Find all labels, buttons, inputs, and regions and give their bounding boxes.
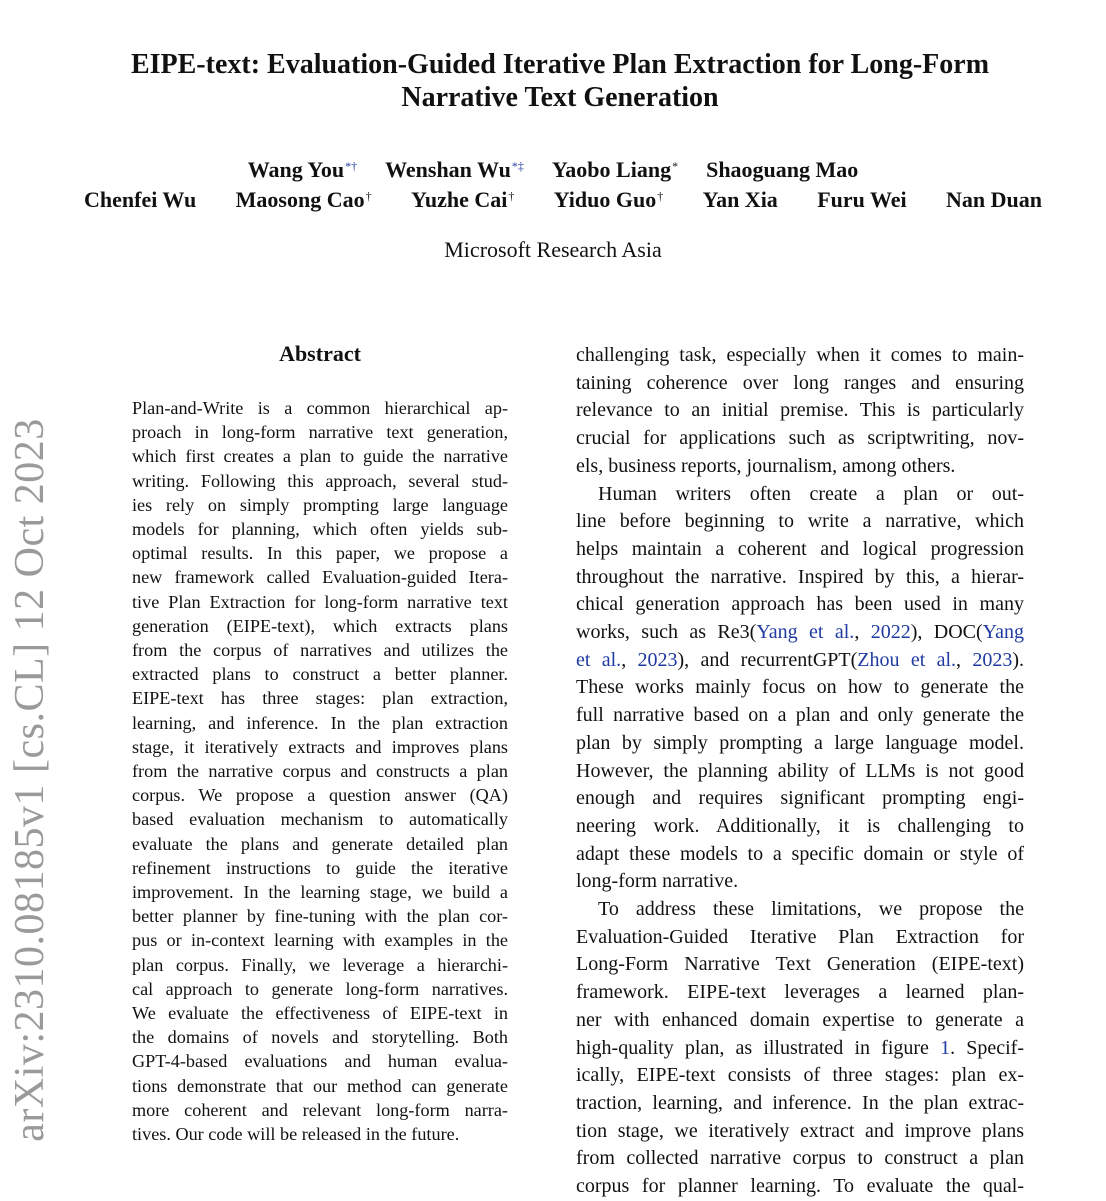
text-line: models for planning, which often yields sub- — [132, 519, 508, 540]
author-list-row-2 — [84, 186, 1042, 214]
citation-link[interactable]: Yang et al. — [756, 621, 855, 644]
abstract-heading: Abstract — [279, 341, 361, 366]
text-line: based evaluation mechanism to automatically — [132, 809, 508, 830]
text-line: optimal results. In this paper, we propose a — [132, 543, 508, 564]
citation-year-link[interactable]: 2023 — [972, 648, 1013, 671]
intro-paragraph-3 — [576, 896, 1024, 1201]
text-line: extracted plans to construct a better planner. — [132, 664, 508, 685]
author-list-row-1 — [0, 156, 1106, 184]
text-line: These works mainly focus on how to generate the — [576, 676, 1024, 699]
text-line: To address these limitations, we propose the — [598, 898, 1024, 921]
affiliation: Microsoft Research Asia — [444, 237, 662, 262]
text-line: adapt these models to a specific domain or style of — [576, 842, 1024, 865]
author: Yiduo Guo† — [553, 187, 664, 212]
text-line: better planner by fine-tuning with the plan cor- — [132, 906, 508, 927]
text-line: tion stage, we iteratively extract and improve plans — [576, 1119, 1024, 1142]
author: Maosong Cao† — [235, 187, 372, 212]
author: Shaoguang Mao — [706, 157, 859, 182]
abstract-body — [132, 396, 508, 1146]
title-line: Narrative Text Generation — [401, 82, 719, 113]
text-line: improvement. In the learning stage, we build a — [132, 882, 508, 903]
text-line: tives. Our code will be released in the future. — [132, 1124, 460, 1145]
text-line: which first creates a plan to guide the narrative — [132, 446, 508, 467]
text-line: refinement instructions to guide the iterative — [132, 857, 508, 878]
author-affiliation-mark: * — [672, 159, 679, 173]
text-line: enough and requires significant prompting engi- — [576, 787, 1024, 810]
author-affiliation-mark: † — [657, 189, 664, 203]
citation-year-link[interactable]: 2022 — [870, 621, 911, 644]
text-line: els, business reports, journalism, among others. — [576, 454, 956, 477]
text-line: We evaluate the effectiveness of EIPE-text in — [132, 1003, 508, 1024]
text-line: GPT-4-based evaluations and human evalua- — [132, 1051, 508, 1072]
author: Yaobo Liang* — [551, 157, 679, 182]
text-line: writing. Following this approach, several stud- — [132, 470, 508, 491]
text-line: helps maintain a coherent and logical progression — [576, 537, 1024, 560]
text-line: plan corpus. Finally, we leverage a hierarchi- — [132, 954, 508, 975]
text-line: learning, and inference. In the plan extraction — [132, 712, 508, 733]
text-line: high-quality plan, as illustrated in figure 1. Specif- — [576, 1036, 1024, 1059]
text-line: from collected narrative corpus to construct a plan — [576, 1147, 1024, 1170]
author: Nan Duan — [946, 187, 1042, 212]
text-line: corpus for planner learning. To evaluate the qual- — [576, 1175, 1024, 1198]
text-line: crucial for applications such as scriptwriting, nov- — [576, 427, 1024, 450]
text-line: et al., 2023), and recurrentGPT(Zhou et al., 2023). — [576, 648, 1025, 671]
text-line: corpus. We propose a question answer (QA) — [132, 785, 508, 806]
author-affiliation-mark: † — [365, 189, 372, 203]
author: Yan Xia — [702, 187, 778, 212]
introduction-column — [576, 342, 1024, 1201]
text-line: chical generation approach has been used in many — [576, 593, 1024, 616]
text-line: ies rely on simply prompting large language — [132, 494, 508, 515]
text-line: new framework called Evaluation-guided Itera- — [132, 567, 508, 588]
title-line: EIPE-text: Evaluation-Guided Iterative Plan Extraction for Long-Form — [130, 49, 990, 80]
text-line: EIPE-text has three stages: plan extraction, — [132, 688, 508, 709]
intro-paragraph-2 — [576, 481, 1024, 897]
text-line: throughout the narrative. Inspired by this, a hierar- — [576, 565, 1024, 588]
paper-title — [60, 48, 1060, 114]
text-line: pus or in-context learning with examples in the — [132, 930, 508, 951]
text-line: tive Plan Extraction for long-form narrative text — [132, 591, 508, 612]
text-line: evaluate the plans and generate detailed plan — [132, 833, 508, 854]
author: Yuzhe Cai† — [410, 187, 515, 212]
text-line: generation (EIPE-text), which extracts plans — [132, 615, 508, 636]
text-line: challenging task, especially when it comes to main- — [576, 344, 1024, 366]
text-line: taining coherence over long ranges and ensuring — [576, 371, 1024, 394]
text-line: the domains of novels and storytelling. Both — [132, 1027, 508, 1048]
text-line: However, the planning ability of LLMs is not good — [576, 759, 1024, 782]
author: Chenfei Wu — [84, 187, 197, 212]
author-affiliation-mark: *† — [345, 159, 358, 173]
text-line: more coherent and relevant long-form narra- — [132, 1099, 508, 1120]
text-line: relevance to an initial premise. This is particularly — [576, 399, 1024, 422]
text-line: from the narrative corpus and constructs a plan — [132, 761, 508, 782]
author: Furu Wei — [817, 187, 907, 212]
figure-reference-link[interactable]: 1 — [940, 1036, 951, 1059]
text-line: Plan-and-Write is a common hierarchical ap- — [132, 398, 508, 418]
arxiv-identifier: arXiv:2310.08185v1 [cs.CL] 12 Oct 2023 — [7, 418, 53, 1142]
text-line: long-form narrative. — [576, 870, 739, 893]
text-line: line before beginning to write a narrative, which — [576, 510, 1024, 533]
text-line: works, such as Re3(Yang et al., 2022), DOC(Yang — [576, 621, 1024, 644]
citation-year-link[interactable]: 2023 — [637, 648, 678, 671]
text-line: full narrative based on a plan and only generate the — [576, 704, 1024, 727]
text-line: ically, EIPE-text consists of three stages: plan ex- — [576, 1064, 1024, 1087]
text-line: proach in long-form narrative text generation, — [132, 422, 508, 443]
citation-link[interactable]: Zhou et al. — [857, 648, 957, 671]
intro-paragraph-1 — [576, 342, 1024, 481]
text-line: framework. EIPE-text leverages a learned plan- — [576, 981, 1024, 1004]
citation-link[interactable]: Yang — [982, 621, 1024, 644]
text-line: Long-Form Narrative Text Generation (EIPE-text) — [576, 953, 1024, 976]
text-line: from the corpus of narratives and utilizes the — [132, 640, 508, 661]
text-line: ner with enhanced domain expertise to generate a — [576, 1008, 1024, 1031]
citation-link[interactable]: et al. — [576, 648, 622, 671]
author: Wenshan Wu*‡ — [385, 157, 524, 182]
text-line: Evaluation-Guided Iterative Plan Extraction for — [576, 925, 1024, 948]
author-affiliation-mark: † — [508, 189, 515, 203]
text-line: plan by simply prompting a large language model. — [576, 731, 1024, 754]
text-line: neering work. Additionally, it is challenging to — [576, 814, 1024, 837]
author-affiliation-mark: *‡ — [511, 159, 524, 173]
author: Wang You*† — [247, 157, 358, 182]
text-line: traction, learning, and inference. In the plan extrac- — [576, 1091, 1024, 1114]
text-line: cal approach to generate long-form narratives. — [132, 978, 508, 999]
text-line: Human writers often create a plan or out- — [598, 482, 1024, 505]
text-line: stage, it iteratively extracts and improves plans — [132, 736, 508, 757]
text-line: tions demonstrate that our method can generate — [132, 1075, 508, 1096]
